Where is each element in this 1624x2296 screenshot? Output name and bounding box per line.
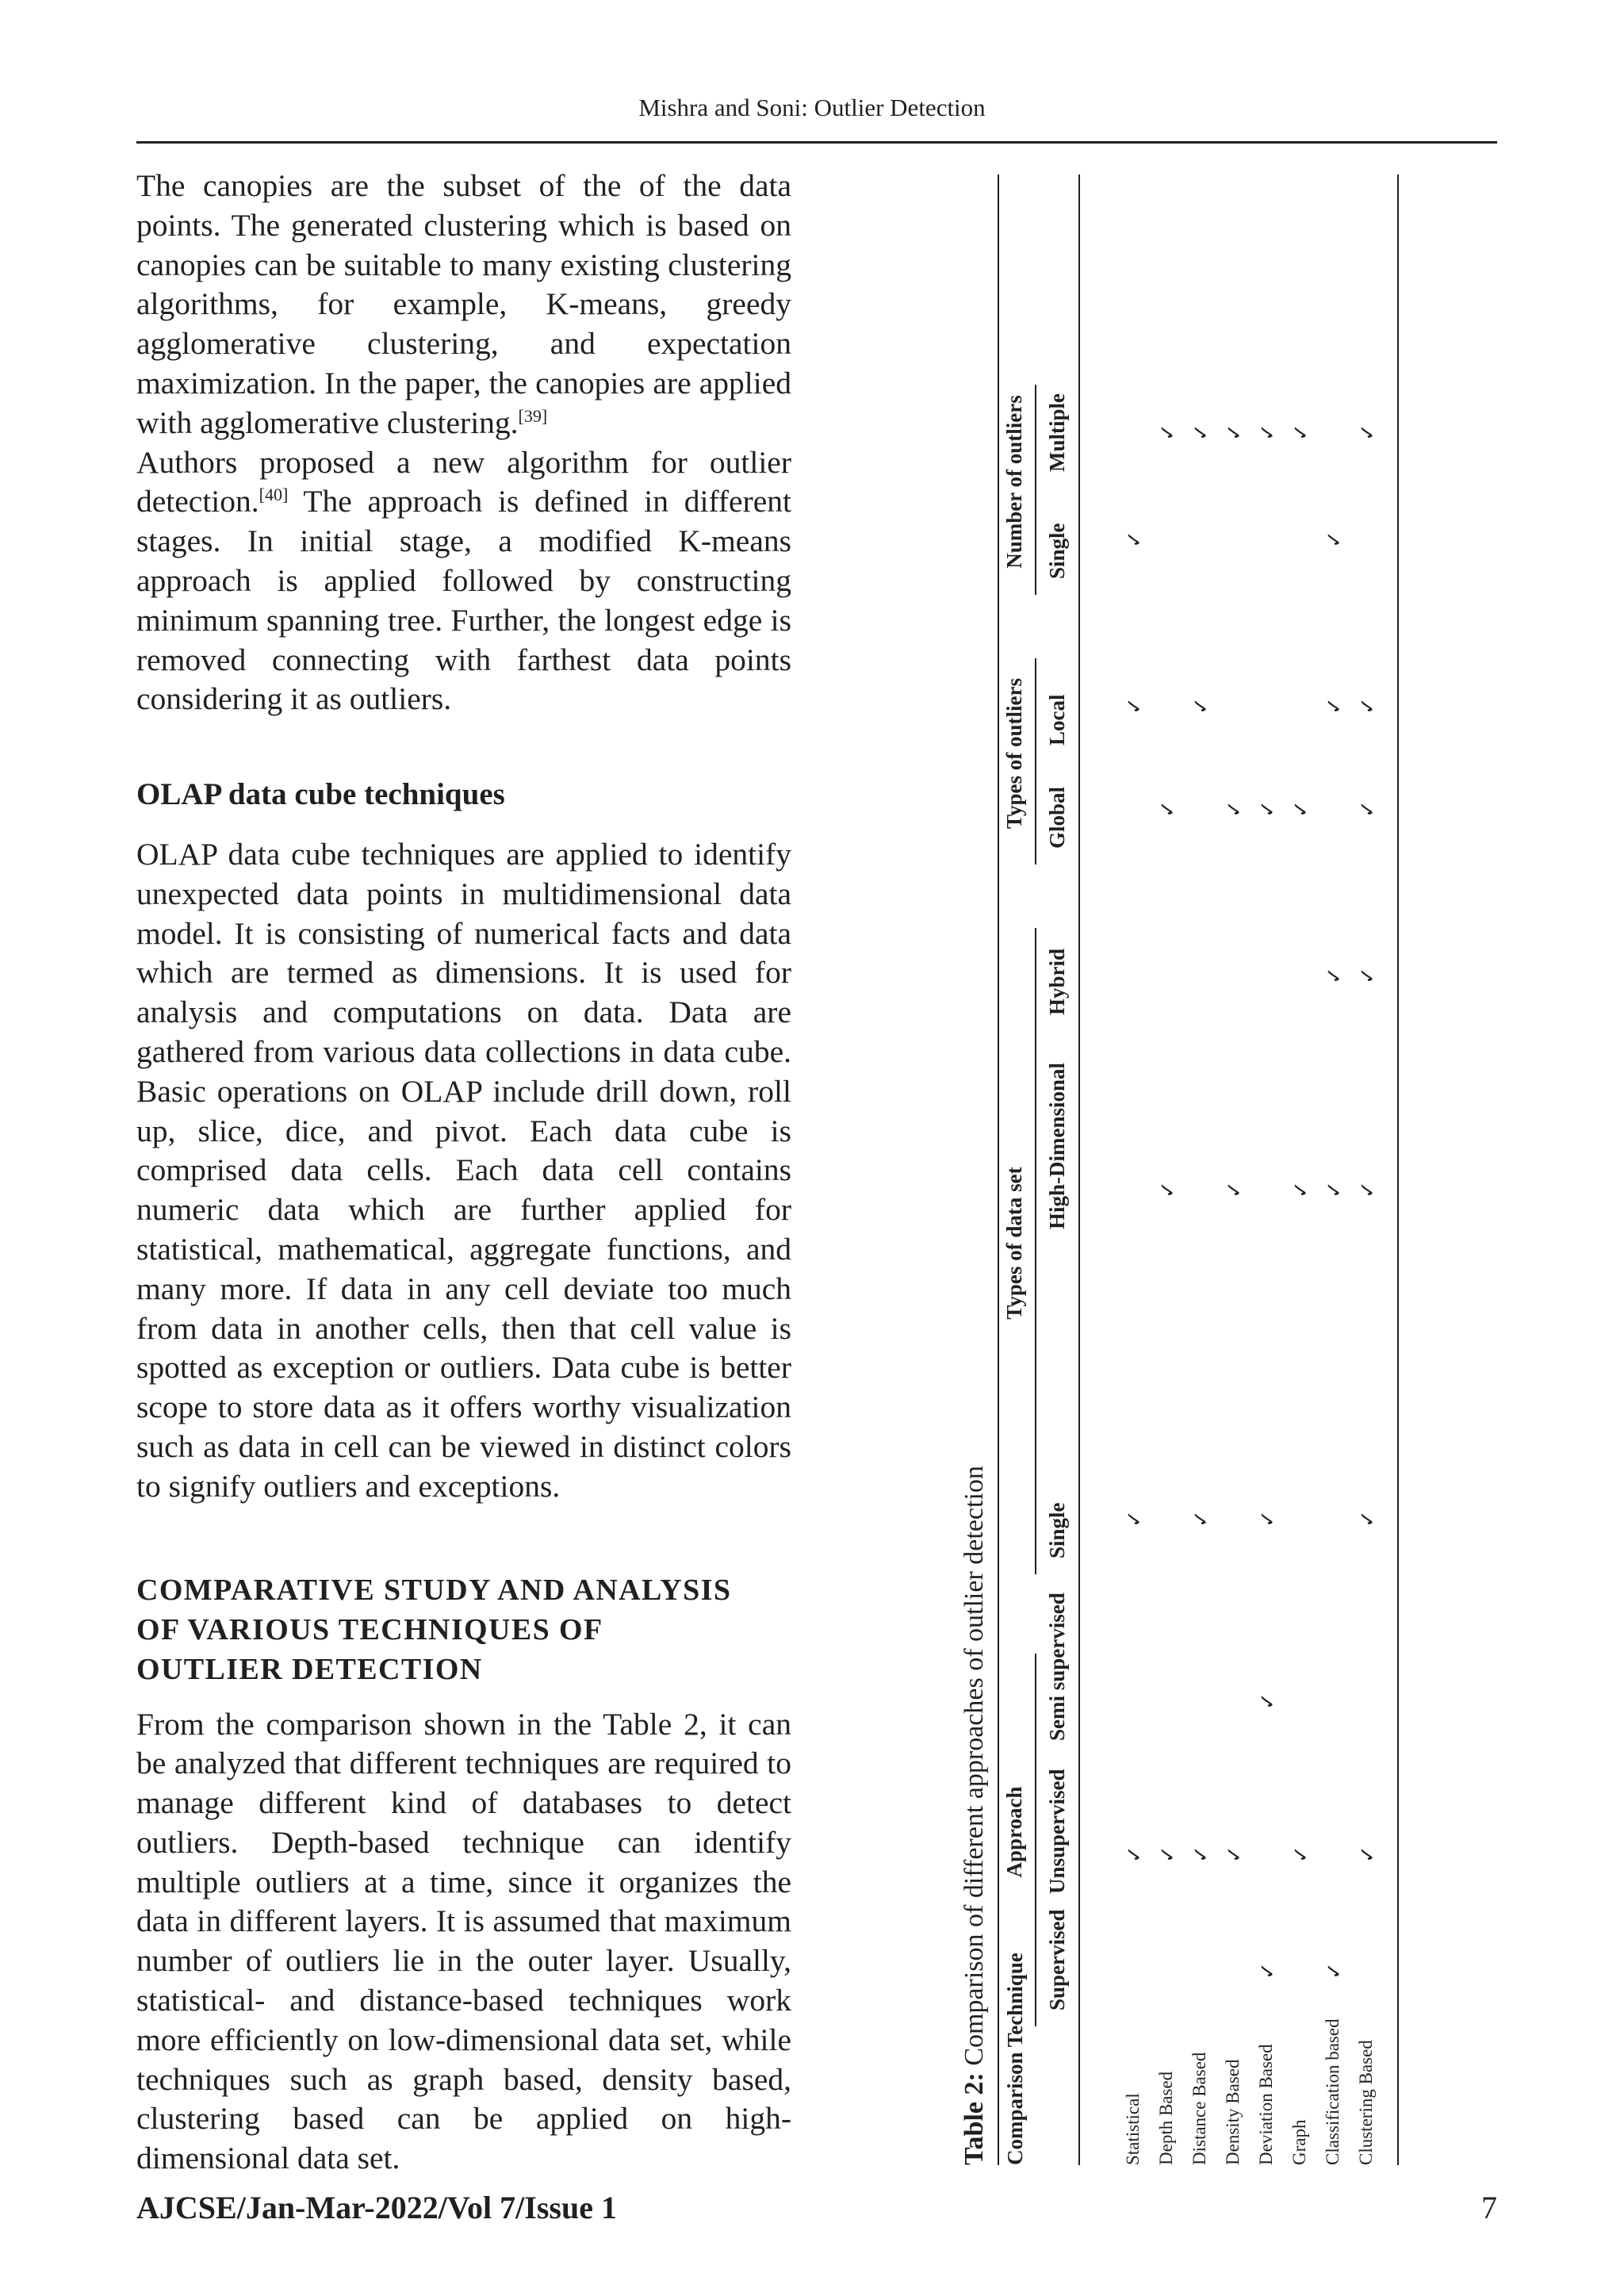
table-column-header: Hybrid	[1045, 948, 1069, 1015]
header-divider	[136, 141, 1497, 144]
check-mark-icon: ✓	[1156, 1846, 1180, 1863]
table-group-rule	[1035, 658, 1036, 864]
check-mark-icon: ✓	[1356, 800, 1380, 818]
check-mark-icon: ✓	[1356, 1846, 1380, 1863]
paragraph-text: The canopies are the subset of the of the data points. The generated clustering which is based on canopies can be suitable to many existing clustering algorithms, for example, K-means, greedy agglomerative clustering, and expectation maximization. In the paper, the canopies are applied with agglomerative clustering.	[136, 168, 791, 440]
check-mark-icon: ✓	[1223, 1846, 1247, 1863]
table-row-label: Deviation Based	[1256, 2044, 1276, 2165]
check-mark-icon: ✓	[1256, 800, 1280, 818]
check-mark-icon: ✓	[1356, 1181, 1380, 1198]
table-row-label: Classification based	[1323, 2018, 1342, 2165]
table-caption-label: Table 2:	[959, 2072, 989, 2165]
left-column	[136, 167, 791, 2179]
citation-ref: [40]	[259, 485, 289, 505]
check-mark-icon: ✓	[1189, 1510, 1213, 1527]
paragraph-text: Authors proposed a new algorithm for outlier detection.	[136, 444, 791, 519]
check-mark-icon: ✓	[1356, 697, 1380, 715]
section-heading	[136, 1570, 791, 1689]
paragraph-text: The approach is defined in different stages. In initial stage, a modified K-means approach is applied followed by constructing minimum spanning tree. Further, the longest edge is removed connecting with farthest data points considering it as outliers.	[136, 484, 791, 717]
table-column-header: Local	[1045, 694, 1069, 746]
page-number: 7	[1481, 2190, 1497, 2225]
running-title: Mishra and Soni: Outlier Detection	[638, 94, 986, 121]
table-group-header: Types of outliers	[1002, 678, 1026, 829]
check-mark-icon: ✓	[1256, 1510, 1280, 1527]
check-mark-icon: ✓	[1323, 1181, 1346, 1198]
check-mark-icon: ✓	[1123, 697, 1147, 715]
footer-journal: AJCSE/Jan-Mar-2022/Vol 7/Issue 1	[136, 2190, 617, 2225]
check-mark-icon: ✓	[1289, 1846, 1313, 1863]
citation-ref: [39]	[518, 405, 548, 426]
olap-heading: OLAP data cube techniques	[136, 777, 505, 812]
check-mark-icon: ✓	[1223, 1181, 1247, 1198]
check-mark-icon: ✓	[1256, 1692, 1280, 1710]
check-mark-icon: ✓	[1123, 1846, 1147, 1863]
check-mark-icon: ✓	[1156, 1181, 1180, 1198]
check-mark-icon: ✓	[1323, 531, 1346, 548]
table-column-header: Global	[1045, 786, 1069, 849]
check-mark-icon: ✓	[1256, 424, 1280, 441]
table-column-header: Multiple	[1045, 393, 1069, 472]
check-mark-icon: ✓	[1189, 1846, 1213, 1863]
paragraph-new-algorithm	[136, 443, 791, 720]
table-column-header: High-Dimensional	[1045, 1062, 1069, 1229]
check-mark-icon: ✓	[1356, 424, 1380, 441]
table-group-header: Approach	[1002, 1786, 1026, 1878]
check-mark-icon: ✓	[1289, 424, 1313, 441]
paragraph-canopies	[136, 167, 791, 443]
check-mark-icon: ✓	[1323, 697, 1346, 715]
check-mark-icon: ✓	[1156, 800, 1180, 818]
table-row-label: Statistical	[1123, 2093, 1143, 2165]
table-row-label: Distance Based	[1189, 2052, 1209, 2165]
table-top-rule	[998, 174, 999, 2165]
table-caption	[959, 1466, 990, 2165]
check-mark-icon: ✓	[1123, 1510, 1147, 1527]
row-header: Comparison Technique	[1003, 1953, 1027, 2165]
check-mark-icon: ✓	[1223, 424, 1247, 441]
table-row-label: Depth Based	[1156, 2071, 1176, 2165]
table-group-rule	[1035, 1654, 1036, 2026]
check-mark-icon: ✓	[1156, 424, 1180, 441]
table-group-header: Types of data set	[1002, 1167, 1026, 1320]
section-heading-line: OUTLIER DETECTION	[136, 1652, 483, 1686]
check-mark-icon: ✓	[1123, 531, 1147, 548]
table-row-label: Density Based	[1223, 2059, 1243, 2165]
table-row-label: Clustering Based	[1356, 2040, 1376, 2165]
table-row-label: Graph	[1289, 2119, 1309, 2165]
table-column-header: Supervised	[1045, 1909, 1069, 2010]
table-header-rule	[1078, 174, 1080, 2165]
table-group-rule	[1035, 385, 1036, 595]
check-mark-icon: ✓	[1289, 800, 1313, 818]
section-heading-line: OF VARIOUS TECHNIQUES OF	[136, 1612, 603, 1646]
table-bottom-rule	[1397, 174, 1399, 2165]
table-column-header: Single	[1045, 523, 1069, 579]
paragraph-olap: OLAP data cube techniques are applied to identify unexpected data points in multidimensional data model. It is consisting of numerical facts and data which are termed as dimensions. It is used for analysis and computations on data. Data are gathered from various data collections in data cube. Basic operations on OLAP include drill down, roll up, slice, dice, and pivot. Each data cube is comprised data cells. Each data cell contains numeric data which are further applied for statistical, mathematical, aggregate functions, and many more. If data in any cell deviate too much from data in another cells, then that cell value is spotted as exception or outliers. Data cube is better scope to store data as it offers worthy visualization such as data in cell can be viewed in distinct colors to signify outliers and exceptions.	[136, 836, 791, 1504]
table-column-header: Single	[1045, 1502, 1069, 1558]
paragraph-comparison: From the comparison shown in the Table 2, it can be analyzed that different techniques are required to manage different kind of databases to detect outliers. Depth-based technique can identify multiple outliers at a time, since it organizes the data in different layers. It is assumed that maximum number of outliers lie in the outer layer. Usually, statistical- and distance-based techniques work more efficiently on low-dimensional data set, while techniques such as graph based, density based, clustering based can be applied on high-dimensional data set.	[136, 1706, 791, 2176]
check-mark-icon: ✓	[1323, 967, 1346, 984]
check-mark-icon: ✓	[1356, 1510, 1380, 1527]
check-mark-icon: ✓	[1189, 697, 1213, 715]
check-mark-icon: ✓	[1223, 800, 1247, 818]
section-heading-line: COMPARATIVE STUDY AND ANALYSIS	[136, 1573, 732, 1607]
check-mark-icon: ✓	[1289, 1181, 1313, 1198]
check-mark-icon: ✓	[1189, 424, 1213, 441]
table-group-header: Number of outliers	[1002, 395, 1026, 569]
table-group-rule	[1035, 928, 1036, 1574]
check-mark-icon: ✓	[1256, 1962, 1280, 1980]
comparison-table	[959, 174, 1404, 2165]
table-caption-text: Comparison of different approaches of outlier detection	[959, 1466, 989, 2073]
table-column-header: Unsupervised	[1045, 1769, 1069, 1894]
check-mark-icon: ✓	[1356, 967, 1380, 984]
check-mark-icon: ✓	[1323, 1962, 1346, 1980]
table-column-header: Semi supervised	[1045, 1593, 1069, 1741]
